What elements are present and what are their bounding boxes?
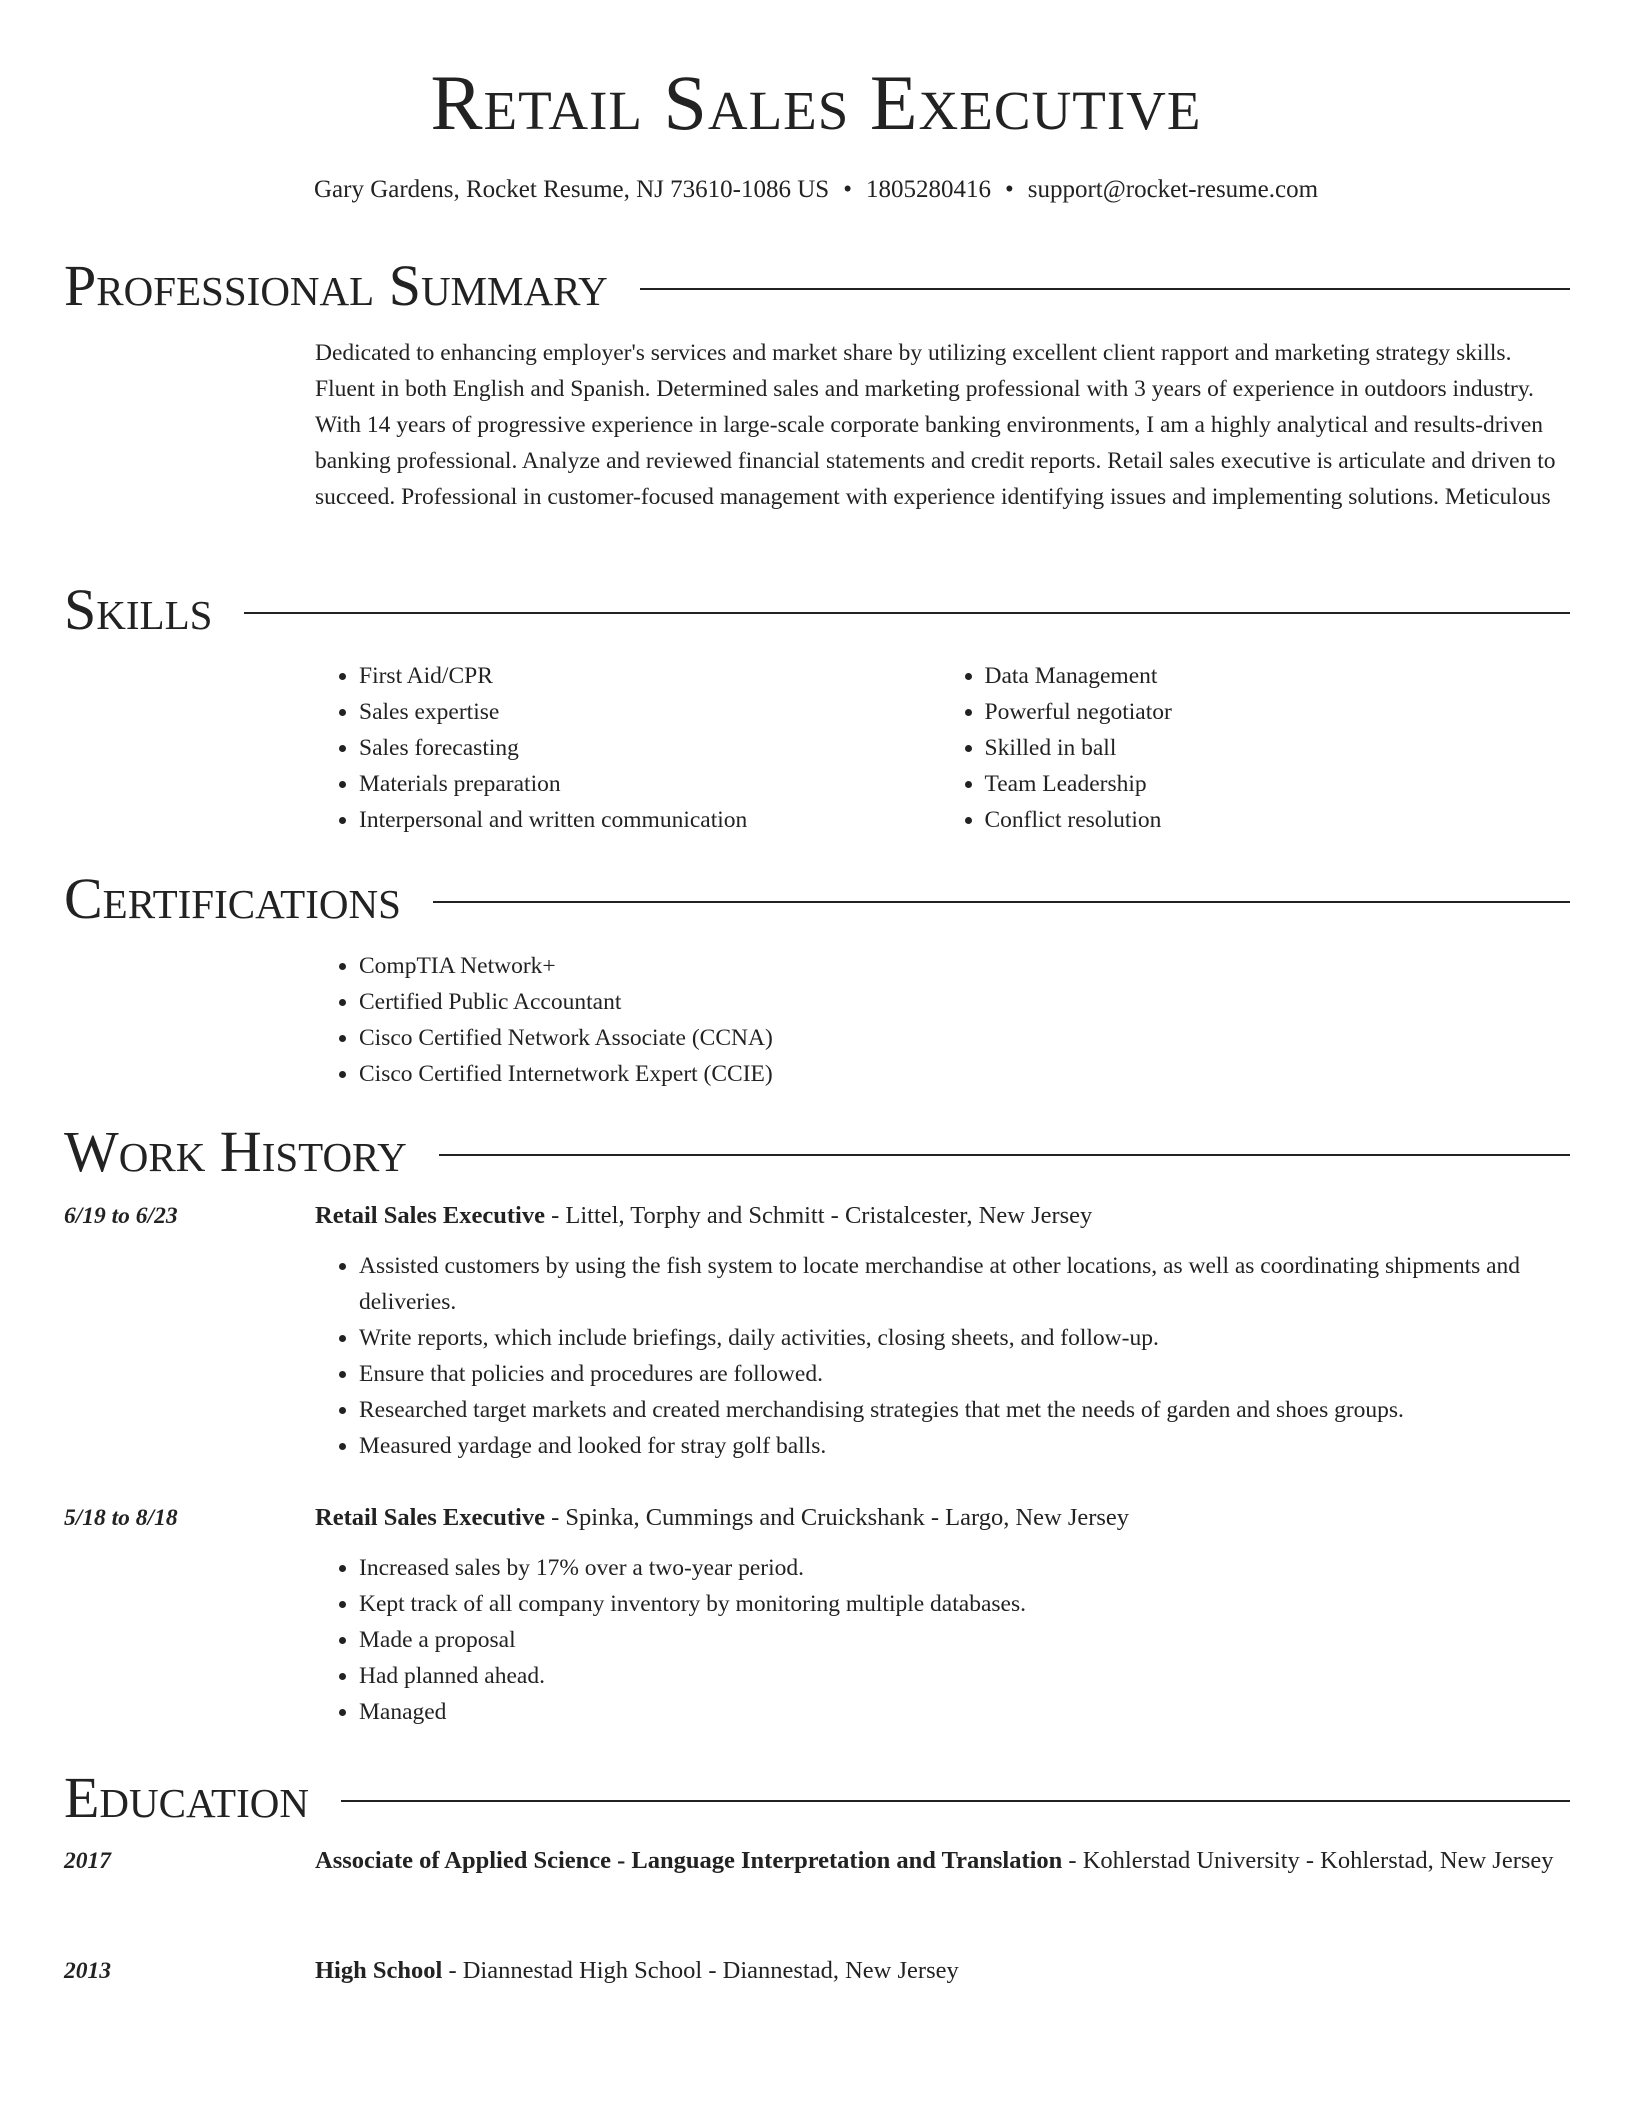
skill-item: • Skilled in ball — [985, 730, 1567, 766]
education-line — [315, 1951, 1566, 1991]
certification-item: • Certified Public Accountant — [359, 984, 1566, 1020]
section-title: Certifications — [64, 866, 401, 931]
job-bullet: • Assisted customers by using the fish system to locate merchandise at other locations, as well as coordinating shipments and deliveries. — [359, 1248, 1566, 1320]
separator-dot: • — [1004, 176, 1014, 203]
skill-item: • Conflict resolution — [985, 802, 1567, 838]
education-entry — [315, 1841, 1566, 1881]
job-entry — [315, 1196, 1566, 1464]
job-header — [315, 1498, 1566, 1538]
job-bullet: • Measured yardage and looked for stray golf balls. — [359, 1428, 1566, 1464]
job-header — [315, 1196, 1566, 1236]
skills-list-right — [941, 658, 1567, 838]
job-bullet: • Increased sales by 17% over a two-year period. — [359, 1550, 1566, 1586]
resume-title: Retail Sales Executive — [430, 59, 1202, 146]
skill-item: • Data Management — [985, 658, 1567, 694]
section-header-work-history — [64, 1120, 1570, 1184]
education-year: 2013 — [64, 1958, 111, 1984]
skill-item: • First Aid/CPR — [359, 658, 941, 694]
job-dates: 6/19 to 6/23 — [64, 1203, 178, 1229]
education-details: - Kohlerstad University - Kohlerstad, New Jersey — [1062, 1847, 1554, 1874]
skill-item: • Sales expertise — [359, 694, 941, 730]
job-bullet: • Ensure that policies and procedures are followed. — [359, 1356, 1566, 1392]
job-bullet: • Write reports, which include briefings, daily activities, closing sheets, and follow-up. — [359, 1320, 1566, 1356]
section-rule — [640, 288, 1570, 290]
contact-line — [0, 174, 1632, 206]
skill-item: • Sales forecasting — [359, 730, 941, 766]
education-line — [315, 1841, 1566, 1881]
skill-item: • Interpersonal and written communication — [359, 802, 941, 838]
summary-text: Dedicated to enhancing employer's services and market share by utilizing excellent client rapport and marketing strategy skills. Fluent in both English and Spanish. Determined sales and marketing professional with 3 years of experience in outdoors industry. With 14 years of progressive experience in large-scale corporate banking environments, I am a highly analytical and results-driven banking professional. Analyze and reviewed financial statements and credit reports. Retail sales executive is articulate and driven to succeed. Professional in customer-focused management with experience identifying issues and implementing solutions. Meticulous — [315, 340, 1556, 510]
section-rule — [341, 1800, 1570, 1802]
skill-item: • Materials preparation — [359, 766, 941, 802]
job-dates: 5/18 to 8/18 — [64, 1505, 178, 1531]
job-details: - Littel, Torphy and Schmitt - Cristalcester, New Jersey — [545, 1202, 1093, 1229]
section-rule — [439, 1154, 1570, 1156]
skill-item: • Team Leadership — [985, 766, 1567, 802]
job-bullet: • Researched target markets and created merchandising strategies that met the needs of garden and shoes groups. — [359, 1392, 1566, 1428]
section-title: Work History — [64, 1119, 407, 1184]
summary-block — [315, 335, 1566, 515]
certifications-list — [315, 948, 1566, 1092]
section-header-summary — [64, 254, 1570, 318]
job-entry — [315, 1498, 1566, 1730]
contact-address: Gary Gardens, Rocket Resume, NJ 73610-1086 US — [313, 176, 830, 203]
section-header-education — [64, 1766, 1570, 1830]
certification-item: • Cisco Certified Internetwork Expert (CCIE) — [359, 1056, 1566, 1092]
job-title: Retail Sales Executive — [315, 1504, 545, 1531]
section-rule — [433, 901, 1570, 903]
section-title: Professional Summary — [64, 253, 608, 318]
education-degree: High School — [315, 1957, 443, 1984]
skills-list-left — [315, 658, 941, 838]
certification-item: • CompTIA Network+ — [359, 948, 1566, 984]
section-header-skills — [64, 578, 1570, 642]
education-details: - Diannestad High School - Diannestad, New Jersey — [442, 1957, 959, 1984]
section-title: Skills — [64, 577, 213, 642]
contact-phone: 1805280416 — [865, 176, 991, 203]
job-bullet: • Kept track of all company inventory by monitoring multiple databases. — [359, 1586, 1566, 1622]
contact-email: support@rocket-resume.com — [1027, 176, 1319, 203]
separator-dot: • — [843, 176, 852, 203]
job-bullets — [315, 1248, 1566, 1464]
job-bullets — [315, 1550, 1566, 1730]
certifications-block — [315, 948, 1566, 1092]
skill-item: • Powerful negotiator — [985, 694, 1567, 730]
job-details: - Spinka, Cummings and Cruickshank - Largo, New Jersey — [545, 1504, 1130, 1531]
certification-item: • Cisco Certified Network Associate (CCNA) — [359, 1020, 1566, 1056]
education-entry — [315, 1951, 1566, 1991]
section-header-certifications — [64, 867, 1570, 931]
skills-block — [315, 658, 1566, 838]
job-bullet: • Had planned ahead. — [359, 1658, 1566, 1694]
job-title: Retail Sales Executive — [315, 1202, 545, 1229]
job-bullet: • Managed — [359, 1694, 1566, 1730]
job-bullet: • Made a proposal — [359, 1622, 1566, 1658]
section-title: Education — [64, 1765, 309, 1830]
education-year: 2017 — [64, 1848, 111, 1874]
section-rule — [244, 612, 1570, 614]
education-degree: Associate of Applied Science - Language Interpretation and Translation — [315, 1847, 1063, 1874]
